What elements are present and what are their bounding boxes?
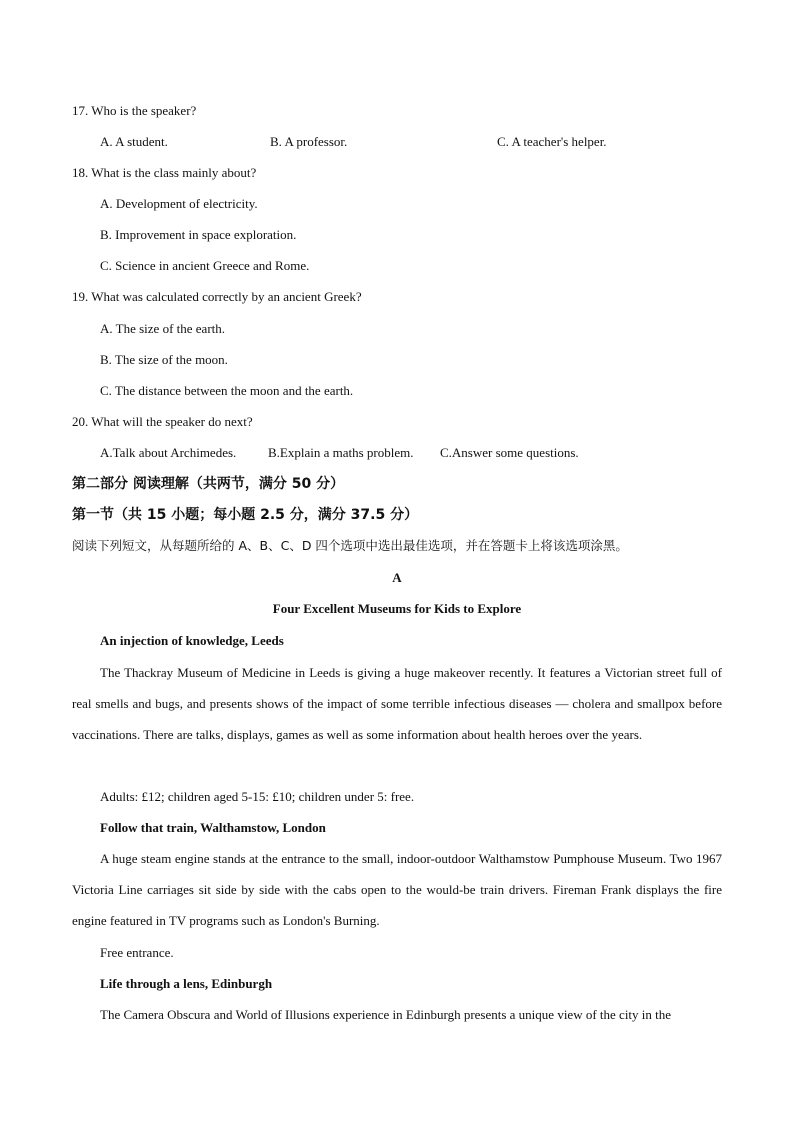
section-heading-edinburgh: Life through a lens, Edinburgh — [100, 976, 273, 991]
question-20-option-a: A.Talk about Archimedes. — [100, 445, 237, 460]
section-heading-walthamstow: Follow that train, Walthamstow, London — [100, 820, 326, 835]
section-body-edinburgh: The Camera Obscura and World of Illusions experience in Edinburgh presents a unique view of the city in the — [100, 1007, 672, 1022]
question-18-stem: 18. What is the class mainly about? — [72, 165, 257, 180]
question-18-option-a: A. Development of electricity. — [100, 196, 258, 211]
section-heading: 第一节（共 15 小题；每小题 2.5 分，满分 37.5 分） — [72, 507, 419, 523]
section-body-leeds: The Thackray Museum of Medicine in Leeds is giving a huge makeover recently. It features a Victorian street full of real smells and bugs, and presents shows of the impact of some terrible infectious diseases — cholera and smallpox before vaccinations. There are talks, displays, games as well as some information about health heroes over the years. — [72, 665, 722, 742]
question-19-option-b: B. The size of the moon. — [100, 352, 228, 367]
question-17-option-b: B. A professor. — [270, 134, 348, 149]
question-18-option-c: C. Science in ancient Greece and Rome. — [100, 258, 310, 273]
passage-title: Four Excellent Museums for Kids to Explore — [272, 601, 522, 616]
question-19-option-a: A. The size of the earth. — [100, 321, 226, 336]
question-17-option-c: C. A teacher's helper. — [497, 134, 607, 149]
question-20-option-b: B.Explain a maths problem. — [268, 445, 414, 460]
question-17-stem: 17. Who is the speaker? — [72, 103, 197, 118]
question-17-option-a: A. A student. — [100, 134, 168, 149]
instructions: 阅读下列短文，从每题所给的 A、B、C、D 四个选项中选出最佳选项，并在答题卡上将该选项涂黑。 — [72, 538, 628, 553]
question-20-stem: 20. What will the speaker do next? — [72, 414, 253, 429]
question-19-option-c: C. The distance between the moon and the earth. — [100, 383, 354, 398]
section-note-leeds: Adults: £12; children aged 5-15: £10; children under 5: free. — [100, 789, 415, 804]
question-20-option-c: C.Answer some questions. — [440, 445, 579, 460]
passage-letter: A — [392, 570, 402, 585]
section-note-walthamstow: Free entrance. — [100, 945, 174, 960]
part-heading: 第二部分 阅读理解（共两节，满分 50 分） — [72, 476, 345, 492]
question-18-option-b: B. Improvement in space exploration. — [100, 227, 297, 242]
section-heading-leeds: An injection of knowledge, Leeds — [100, 633, 284, 648]
section-body-walthamstow: A huge steam engine stands at the entrance to the small, indoor-outdoor Walthamstow Pumphouse Museum. Two 1967 Victoria Line carriages sit side by side with the cabs open to the would-be train drivers. Fireman Frank displays the fire engine featured in TV programs such as London's Burning. — [72, 851, 722, 928]
question-19-stem: 19. What was calculated correctly by an ancient Greek? — [72, 289, 362, 304]
